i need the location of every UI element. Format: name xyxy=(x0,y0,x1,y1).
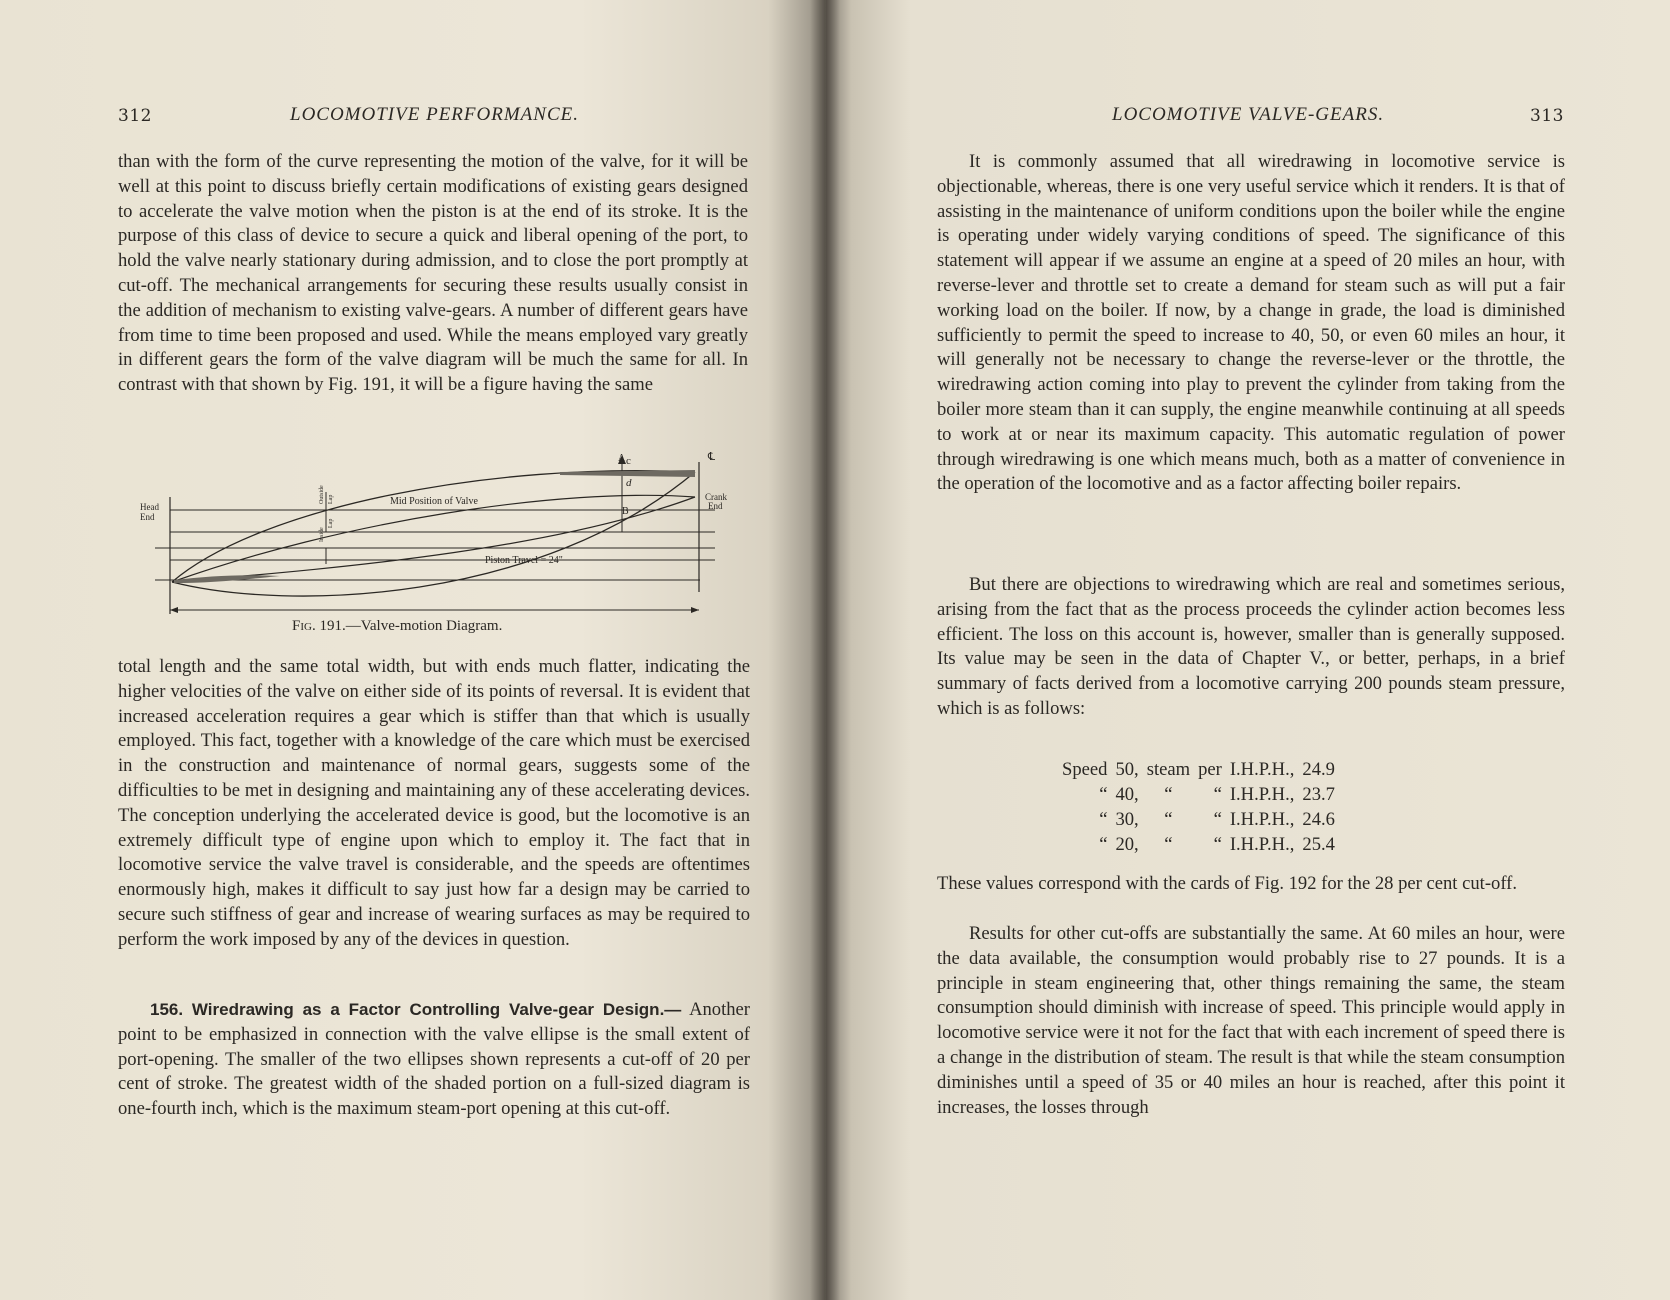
label-center-line: ℄ xyxy=(708,452,716,463)
left-paragraph-top: than with the form of the curve representing the motion of the valve, for it will be well at this point to discuss briefly certain modifications of existing gears designed to accelerate the valve motion when the piston is at the end of its stroke. It is the purpose of this class of device to secure a quick and liberal opening of the port, to hold the valve nearly stationary during admission, and to close the port promptly at cut-off. The mechanical arrangements for securing these results usually consist in the addition of mechanism to existing valve-gears. A number of different gears have from time to time been proposed and used. While the means employed vary greatly in different gears the form of the valve diagram will be much the same for all. In contrast with that shown by Fig. 191, it will be a figure having the same xyxy=(118,151,748,396)
label-inside: Inside xyxy=(319,527,325,542)
table-row: “ 30, “ “ I.H.P.H., 24.6 xyxy=(1099,808,1335,830)
valve-motion-diagram xyxy=(140,452,740,622)
table-row: “ 20, “ “ I.H.P.H., 25.4 xyxy=(1099,833,1335,855)
label-inside-lap: Lap xyxy=(328,518,334,528)
left-paragraph-middle: total length and the same total width, but with ends much flatter, indicating the higher velocities of the valve on either side of its points of reversal. It is evident that increased acceleration requires a gear which is stiffer than that which is usually employed. This fact, together with a knowledge of the care which must be exercised in the construction and maintenance of normal gears, suggests some of the difficulties to be met in designing and maintaining any of these accelerating devices. The conception underlying the accelerated device is good, but the locomotive is an extremely difficult type of engine upon which to employ it. The fact that in locomotive service the valve travel is considerable, and the speeds are oftentimes enormously high, makes it difficult to say just how far a design may be carried to secure such stiffness of gear and increase of wearing surfaces as may be required to perform the work imposed by any of the devices in question. xyxy=(118,656,750,950)
label-A: A xyxy=(618,453,626,464)
large-ellipse-upper xyxy=(172,471,695,582)
label-outside-lap: Lap xyxy=(328,494,334,504)
figure-caption: Fig. 191.—Valve-motion Diagram. xyxy=(292,618,503,634)
label-d: d xyxy=(626,477,632,489)
label-crank-end-1: Crank xyxy=(705,492,727,502)
right-paragraph-1: It is commonly assumed that all wiredrawing in locomotive service is objectionable, whereas, there is one very useful service which it renders. It is that of assisting in the maintenance of uniform conditions upon the boiler while the engine is operating under widely varying conditions of speed. The significance of this statement will appear if we assume an engine at a speed of 20 miles an hour, with reverse-lever and throttle set to create a demand for steam such as will put a fair working load on the boiler. If now, by a change in grade, the load is diminished sufficiently to permit the speed to increase to 40, 50, or even 60 miles an hour, it will generally not be necessary to change the reverse-lever or the throttle, the wiredrawing action coming into play to prevent the cylinder from taking from the boiler more steam than it can supply, the engine meanwhile continuing at all speeds to work at or near its maximum capacity. This automatic regulation of power through wiredrawing is one which means much, both as a matter of convenience in the operation of the locomotive and as a factor affecting boiler repairs. xyxy=(937,151,1565,495)
piston-travel-arrow-left xyxy=(170,607,178,613)
right-paragraph-3: These values correspond with the cards of Fig. 192 for the 28 per cent cut-off. xyxy=(937,873,1518,894)
section-paragraph: Another point to be emphasized in connection with the valve ellipse is the small extent of port-opening. The smaller of the two ellipses shown represents a cut-off of 20 per cent of stroke. The greatest width of the shaded portion on a full-sized diagram is one-fourth inch, which is the maximum steam-port opening at this cut-off. xyxy=(118,999,750,1120)
right-paragraph-2: But there are objections to wiredrawing which are real and sometimes serious, arising from the fact that as the process proceeds the cylinder action becomes less efficient. The loss on this account is, however, smaller than is generally supposed. Its value may be seen in the data of Chapter V., or better, perhaps, in a brief summary of facts derived from a locomotive carrying 200 pounds steam pressure, which is as follows: xyxy=(937,574,1565,719)
label-mid-position: Mid Position of Valve xyxy=(390,496,478,507)
book-gutter-shadow xyxy=(810,0,840,1300)
right-paragraph-4: Results for other cut-offs are substantially the same. At 60 miles an hour, were the data available, the consumption would probably rise to 27 pounds. It is a principle in steam engineering that, other things remaining the same, the steam consumption should diminish with increase of speed. This principle would apply in locomotive service were it not for the fact that with each increment of speed there is a change in the distribution of steam. The result is that while the steam consumption diminishes until a speed of 35 or 40 miles an hour is reached, after this point it increases, the losses through xyxy=(937,923,1565,1118)
piston-travel-arrow-right xyxy=(691,607,699,613)
label-c: c xyxy=(626,455,631,467)
section-number: 156. xyxy=(150,1000,184,1019)
left-page-number: 312 xyxy=(118,106,152,126)
label-head-end-2: End xyxy=(140,512,155,522)
label-outside: Outside xyxy=(319,485,325,504)
shaded-port-opening-top xyxy=(560,470,695,477)
label-crank-end-2: End xyxy=(708,501,723,511)
steam-consumption-table xyxy=(1058,757,1339,857)
label-B: B xyxy=(622,506,629,517)
table-row: “ 40, “ “ I.H.P.H., 23.7 xyxy=(1099,783,1335,805)
right-page-number: 313 xyxy=(1530,106,1564,126)
label-head-end-1: Head xyxy=(140,502,159,512)
section-156 xyxy=(118,998,750,1122)
left-page xyxy=(0,0,826,1300)
small-ellipse-upper xyxy=(172,495,695,582)
valve-motion-diagram-svg xyxy=(140,452,740,622)
right-running-title: LOCOMOTIVE VALVE-GEARS. xyxy=(1112,104,1385,125)
right-page xyxy=(826,0,1670,1300)
left-running-title: LOCOMOTIVE PERFORMANCE. xyxy=(290,104,579,125)
section-title: Wiredrawing as a Factor Controlling Valve-gear Design.— xyxy=(191,1000,682,1019)
label-piston-travel: Piston Travel = 24" xyxy=(485,555,563,566)
table-row: Speed 50, steam per I.H.P.H., 24.9 xyxy=(1062,758,1335,780)
